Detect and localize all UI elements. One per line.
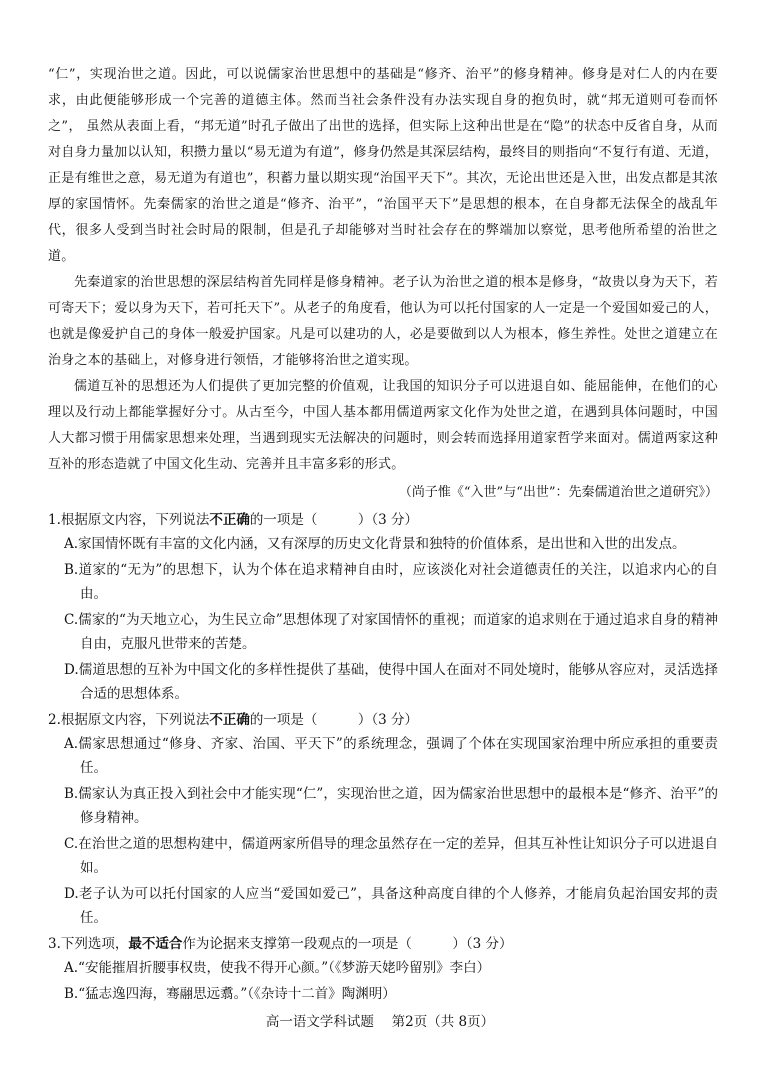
option-c: C.儒家的“为天地立心，为生民立命”思想体现了对家国情怀的重视；而道家的追求则在于通过追求自身的精神自由，克服凡世带来的苦楚。: [64, 612, 718, 652]
page-footer: 高一语文学科试题 第2页（共 8页）: [265, 1014, 495, 1030]
question-1: [48, 508, 718, 706]
stem-text: 的一项是（ ）（3 分）: [249, 512, 419, 528]
passage-paragraph-1: “仁”，实现治世之道。因此，可以说儒家治世思想中的基础是“修齐、治平”的修身精神。修身是对仁人的内在要求，由此便能够形成一个完善的道德主体。然而当社会条件没有办法实现自身的抱负时，就“邦无道则可卷而怀之”， 虽然从表面上看，“邦无道”时孔子做出了出世的选择，但实际上这种出世是在“隐”的状态中反省自身，从而对自身力量加以认知，积攒力量以“易无道为有道”，修身仍然是其深层结构，最终目的则指向“不复行有道、无道，正是有维世之意，易无道为有道也”，积蓄力量以期实现“治国平天下”。其次，无论出世还是入世，出发点都是其浓厚的家国情怀。先秦儒家的治世之道是“修齐、治平”，“治国平天下”是思想的根本，在自身都无法保全的战乱年代，很多人受到当时社会时局的限制，但是孔子却能够对当时社会存在的弊端加以察觉，思考他所希望的治世之道。: [48, 67, 718, 264]
option-a: A.儒家思想通过“修身、齐家、治国、平天下”的系统理念，强调了个体在实现国家治理中所应承担的重要责任。: [64, 736, 718, 776]
option-b: B.“猛志逸四海，骞翮思远翥。”（《杂诗十二首》陶渊明）: [64, 986, 396, 1002]
stem-text: 作为论据来支撑第一段观点的一项是（ ）（3 分）: [182, 936, 513, 952]
question-stem: [48, 932, 718, 956]
passage-paragraph-2: 先秦道家的治世思想的深层结构首先同样是修身精神。老子认为治世之道的根本是修身，“故贵以身为天下，若可寄天下；爱以身为天下，若可托天下”。从老子的角度看，他认为可以托付国家的人一定是一个爱国如爱己的人，也就是像爱护自己的身体一般爱护国家。凡是可以建功的人，必是要做到以人为根本，修生养性。处世之道建立在治身之本的基础上，对修身进行领悟，才能够将治世之道实现。: [48, 275, 718, 368]
option-d: D.老子认为可以托付国家的人应当“爱国如爱己”，具备这种高度自律的个人修养，才能肩负起治国安邦的责任。: [64, 886, 718, 926]
option-a: A.家国情怀既有丰富的文化内涵，又有深厚的历史文化背景和独特的价值体系，是出世和入世的出发点。: [64, 536, 686, 552]
stem-emphasis: 不正确: [209, 512, 250, 528]
question-3: [48, 932, 718, 1006]
stem-text: 的一项是（ ）（3 分）: [249, 712, 419, 728]
question-stem: [48, 708, 718, 732]
passage-paragraph-3: 儒道互补的思想还为人们提供了更加完整的价值观，让我国的知识分子可以进退自如、能屈能伸，在他们的心理以及行动上都能掌握好分寸。从古至今，中国人基本都用儒道两家文化作为处世之道，在遇到具体问题时，中国人大都习惯于用儒家思想来处理，当遇到现实无法解决的问题时，则会转而选择用道家哲学来面对。儒道两家这种互补的形态造就了中国文化生动、完善并且丰富多彩的形式。: [48, 379, 718, 472]
stem-emphasis: 最不适合: [128, 936, 183, 952]
option-d: D.儒道思想的互补为中国文化的多样性提供了基础，使得中国人在面对不同处境时，能够从容应对，灵活选择合适的思想体系。: [64, 662, 718, 702]
exam-page: [48, 62, 718, 1008]
stem-emphasis: 不正确: [209, 712, 250, 728]
stem-text: 1.根据原文内容，下列说法: [48, 512, 210, 528]
question-stem: [48, 508, 718, 532]
option-a: A.“安能摧眉折腰事权贵，使我不得开心颜。”（《梦游天姥吟留别》李白）: [64, 960, 491, 976]
stem-text: 3.下列选项，: [48, 936, 129, 952]
option-c: C.在治世之道的思想构建中，儒道两家所倡导的理念虽然存在一定的差异，但其互补性让知识分子可以进退自如。: [64, 836, 718, 876]
stem-text: 2.根据原文内容，下列说法: [48, 712, 210, 728]
passage-citation: （尚子惟《“入世”与“出世”：先秦儒道治世之道研究》）: [398, 485, 718, 500]
option-b: B.儒家认为真正投入到社会中才能实现“仁”，实现治世之道，因为儒家治世思想中的最根本是“修齐、治平”的修身精神。: [64, 786, 718, 826]
question-2: [48, 708, 718, 930]
option-b: B.道家的“无为”的思想下，认为个体在追求精神自由时，应该淡化对社会道德责任的关注，以追求内心的自由。: [64, 562, 718, 602]
